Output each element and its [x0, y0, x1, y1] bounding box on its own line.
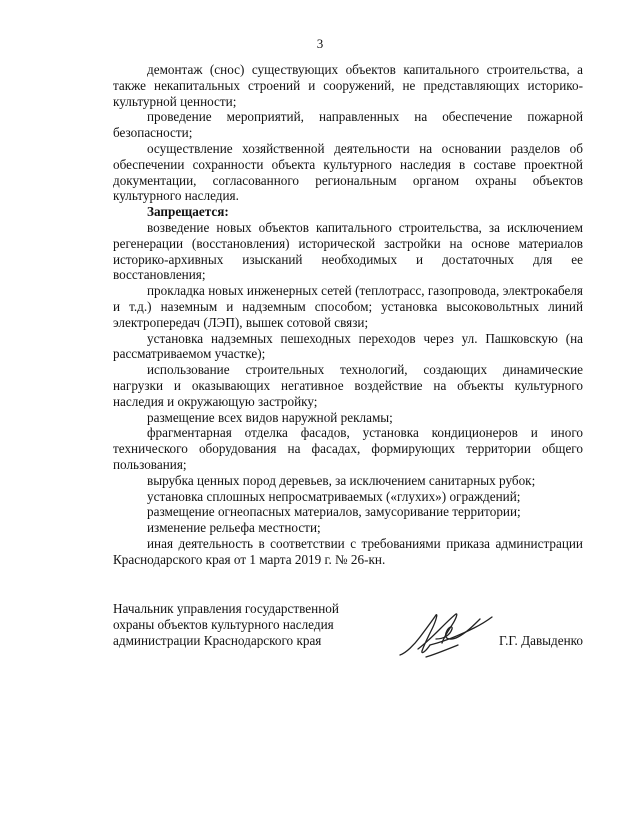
body-paragraph: осуществление хозяйственной деятельности на основании разделов об обеспечении сохранности объекта культурного наследия в составе проектной документации, согласованного региональным органом охраны объектов культурного наследия. [113, 140, 583, 204]
signer-position-line: охраны объектов культурного наследия [113, 616, 334, 632]
page-number: 3 [316, 36, 324, 51]
body-paragraph: проведение мероприятий, направленных на обеспечение пожарной безопасности; [113, 109, 583, 141]
body-paragraph: использование строительных технологий, создающих динамические нагрузки и оказывающих негативное воздействие на объекты культурного наследия и окружающую застройку; [113, 362, 583, 409]
body-paragraph: изменение рельефа местности; [147, 520, 321, 536]
body-paragraph: прокладка новых инженерных сетей (теплотрасс, газопровода, электрокабеля и т.д.) наземным и надземным способом; установка высоковольтных линий электропередач (ЛЭП), вышек сотовой связи; [113, 283, 583, 330]
body-paragraph: демонтаж (снос) существующих объектов капитального строительства, а также некапитальных строений и сооружений, не представляющих историко-культурной ценности; [113, 62, 583, 109]
signer-position-line: администрации Краснодарского края [113, 632, 322, 648]
signer-position [113, 601, 403, 648]
signer-name: Г.Г. Давыденко [498, 633, 583, 648]
signer-position-line: Начальник управления государственной [113, 601, 339, 616]
body-paragraph: вырубка ценных пород деревьев, за исключением санитарных рубок; [147, 472, 536, 488]
body-paragraph: фрагментарная отделка фасадов, установка кондиционеров и иного технического оборудования на фасадах, формирующих территории общего пользования; [113, 425, 583, 472]
body-paragraph: возведение новых объектов капитального строительства, за исключением регенерации (восстановления) исторической застройки на основе материалов историко-архивных изысканий необходимых и достаточных для ее восстановления; [113, 219, 583, 283]
document-body [113, 62, 583, 568]
body-paragraph: размещение всех видов наружной рекламы; [147, 409, 393, 425]
handwritten-signature [396, 605, 496, 667]
body-paragraph: установка надземных пешеходных переходов через ул. Пашковскую (на рассматриваемом участке); [113, 330, 583, 362]
section-heading: Запрещается: [147, 204, 229, 220]
body-paragraph: установка сплошных непросматриваемых («глухих») ограждений; [147, 488, 521, 504]
signature-block [113, 601, 583, 671]
body-paragraph: размещение огнеопасных материалов, замусоривание территории; [147, 504, 521, 520]
body-paragraph: иная деятельность в соответствии с требованиями приказа администрации Краснодарского края от 1 марта 2019 г. № 26-кн. [113, 535, 583, 567]
